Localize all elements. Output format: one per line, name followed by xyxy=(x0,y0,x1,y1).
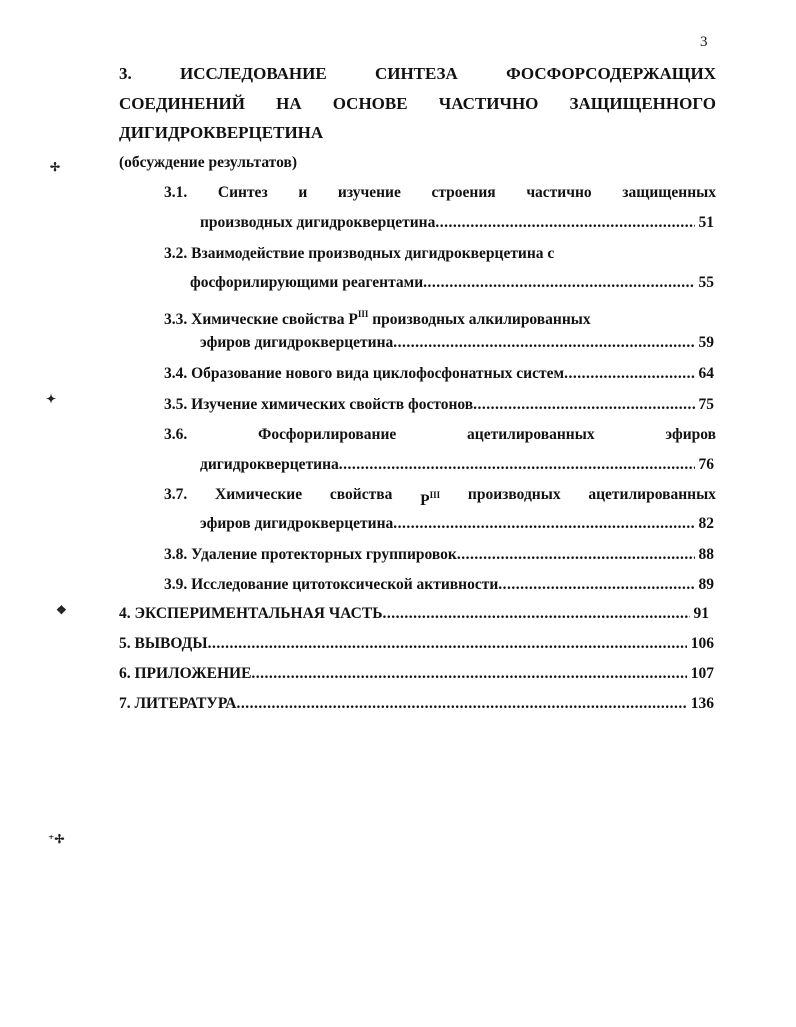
toc-word: свойства xyxy=(329,486,393,503)
toc-page-number: 106 xyxy=(690,635,714,652)
toc-entry-3-6-line1 xyxy=(164,425,716,445)
toc-entry-3-8 xyxy=(164,545,714,565)
toc-page-number: 55 xyxy=(698,274,714,291)
toc-entry-text: 3.9. Исследование цитотоксической активности xyxy=(164,576,499,593)
toc-word: частично xyxy=(526,184,592,201)
toc-page-number: 107 xyxy=(690,665,714,682)
toc-entry-3-5 xyxy=(164,395,714,415)
toc-page-number: 91 xyxy=(693,605,709,622)
scan-speck: ⁺✢ xyxy=(48,832,65,846)
toc-page-number: 75 xyxy=(698,396,714,413)
toc-leader-dots xyxy=(564,364,694,384)
toc-section-4 xyxy=(119,604,709,624)
heading-word: СИНТЕЗА xyxy=(374,64,458,83)
toc-word: защищенных xyxy=(622,184,716,201)
toc-page-number: 136 xyxy=(690,695,714,712)
toc-word: 3.1. xyxy=(164,184,188,201)
toc-leader-dots xyxy=(457,545,695,565)
toc-entry-text: эфиров дигидрокверцетина xyxy=(200,515,394,532)
toc-entry-text: 5. ВЫВОДЫ xyxy=(119,635,208,652)
toc-entry-3-7-line1 xyxy=(164,485,716,511)
toc-entry-3-2-line1: 3.2. Взаимодействие производных дигидрокверцетина с xyxy=(164,245,555,262)
toc-page-number: 89 xyxy=(698,576,714,593)
toc-entry-3-9 xyxy=(164,575,714,595)
toc-word: эфиров xyxy=(665,426,716,443)
toc-page-number: 59 xyxy=(698,334,714,351)
toc-section-5 xyxy=(119,634,714,654)
toc-entry-text: 3.5. Изучение химических свойств фостонов xyxy=(164,396,474,413)
toc-word: ацетилированных xyxy=(588,486,716,503)
toc-entry-3-4 xyxy=(164,364,714,384)
section3-heading-line1 xyxy=(119,64,716,84)
toc-entry-3-7-line2 xyxy=(200,514,714,534)
toc-page-number: 76 xyxy=(698,456,714,473)
heading-word: ЗАЩИЩЕННОГО xyxy=(569,94,716,113)
toc-leader-dots xyxy=(423,273,694,293)
toc-entry-text: 3.4. Образование нового вида циклофосфонатных систем xyxy=(164,365,565,382)
toc-word: изучение xyxy=(337,184,401,201)
toc-entry-text: производных алкилированных xyxy=(368,311,591,328)
toc-entry-text: фосфорилирующими реагентами xyxy=(190,274,424,291)
section3-heading-line3: ДИГИДРОКВЕРЦЕТИНА xyxy=(119,123,324,142)
heading-word: ОСНОВЕ xyxy=(332,94,408,113)
toc-entry-text: дигидрокверцетина xyxy=(200,456,339,473)
toc-word: 3.7. xyxy=(164,486,188,503)
toc-entry-3-6-line2 xyxy=(200,455,714,475)
toc-word: Фосфорилирование xyxy=(258,426,397,443)
heading-word: НА xyxy=(276,94,302,113)
toc-word xyxy=(420,485,440,511)
toc-leader-dots xyxy=(339,455,695,475)
scan-speck: ✦ xyxy=(46,392,57,406)
section3-subtitle: (обсуждение результатов) xyxy=(119,154,297,171)
page-number: 3 xyxy=(700,34,708,50)
toc-leader-dots xyxy=(382,604,689,624)
toc-entry-text: производных дигидрокверцетина xyxy=(200,214,436,231)
toc-leader-dots xyxy=(208,634,687,654)
toc-section-7 xyxy=(119,694,714,714)
toc-entry-text: 4. ЭКСПЕРИМЕНТАЛЬНАЯ ЧАСТЬ xyxy=(119,605,383,622)
toc-word: строения xyxy=(431,184,496,201)
toc-entry-text: эфиров дигидрокверцетина xyxy=(200,334,394,351)
toc-word: производных xyxy=(467,486,561,503)
scan-speck: ❖ xyxy=(56,603,67,617)
toc-word: и xyxy=(298,184,308,201)
toc-word: 3.6. xyxy=(164,426,188,443)
toc-page-number: 82 xyxy=(698,515,714,532)
toc-leader-dots xyxy=(393,333,694,353)
toc-leader-dots xyxy=(435,213,694,233)
toc-entry-text: 3.3. Химические свойства P xyxy=(164,311,358,328)
toc-leader-dots xyxy=(473,395,694,415)
toc-page-number: 64 xyxy=(698,365,714,382)
toc-page-number: 51 xyxy=(698,214,714,231)
toc-entry-3-2-line2 xyxy=(190,273,714,293)
heading-word: ФОСФОРСОДЕРЖАЩИХ xyxy=(506,64,716,83)
heading-word: СОЕДИНЕНИЙ xyxy=(119,94,245,113)
heading-word: ЧАСТИЧНО xyxy=(438,94,539,113)
toc-word: Синтез xyxy=(217,184,268,201)
toc-leader-dots xyxy=(498,575,694,595)
toc-entry-3-3-line1 xyxy=(164,304,591,330)
scan-speck: ✢ xyxy=(50,160,61,174)
toc-entry-text: 3.8. Удаление протекторных группировок xyxy=(164,546,457,563)
toc-page-number: 88 xyxy=(698,546,714,563)
section3-heading-line2 xyxy=(119,94,716,114)
toc-leader-dots xyxy=(251,664,686,684)
toc-entry-3-1-line2 xyxy=(200,213,714,233)
heading-word: 3. xyxy=(119,64,132,83)
superscript: III xyxy=(357,309,369,319)
heading-word: ИССЛЕДОВАНИЕ xyxy=(180,64,327,83)
toc-word: ацетилированных xyxy=(467,426,595,443)
toc-entry-3-1-line1 xyxy=(164,183,716,203)
toc-word: Химические xyxy=(215,486,303,503)
toc-leader-dots xyxy=(393,514,694,534)
toc-leader-dots xyxy=(237,694,687,714)
toc-section-6 xyxy=(119,664,714,684)
toc-entry-text: 7. ЛИТЕРАТУРА xyxy=(119,695,237,712)
toc-word-p: P xyxy=(420,492,430,509)
toc-entry-text: 6. ПРИЛОЖЕНИЕ xyxy=(119,665,252,682)
superscript: III xyxy=(429,490,441,500)
toc-entry-3-3-line2 xyxy=(200,333,714,353)
